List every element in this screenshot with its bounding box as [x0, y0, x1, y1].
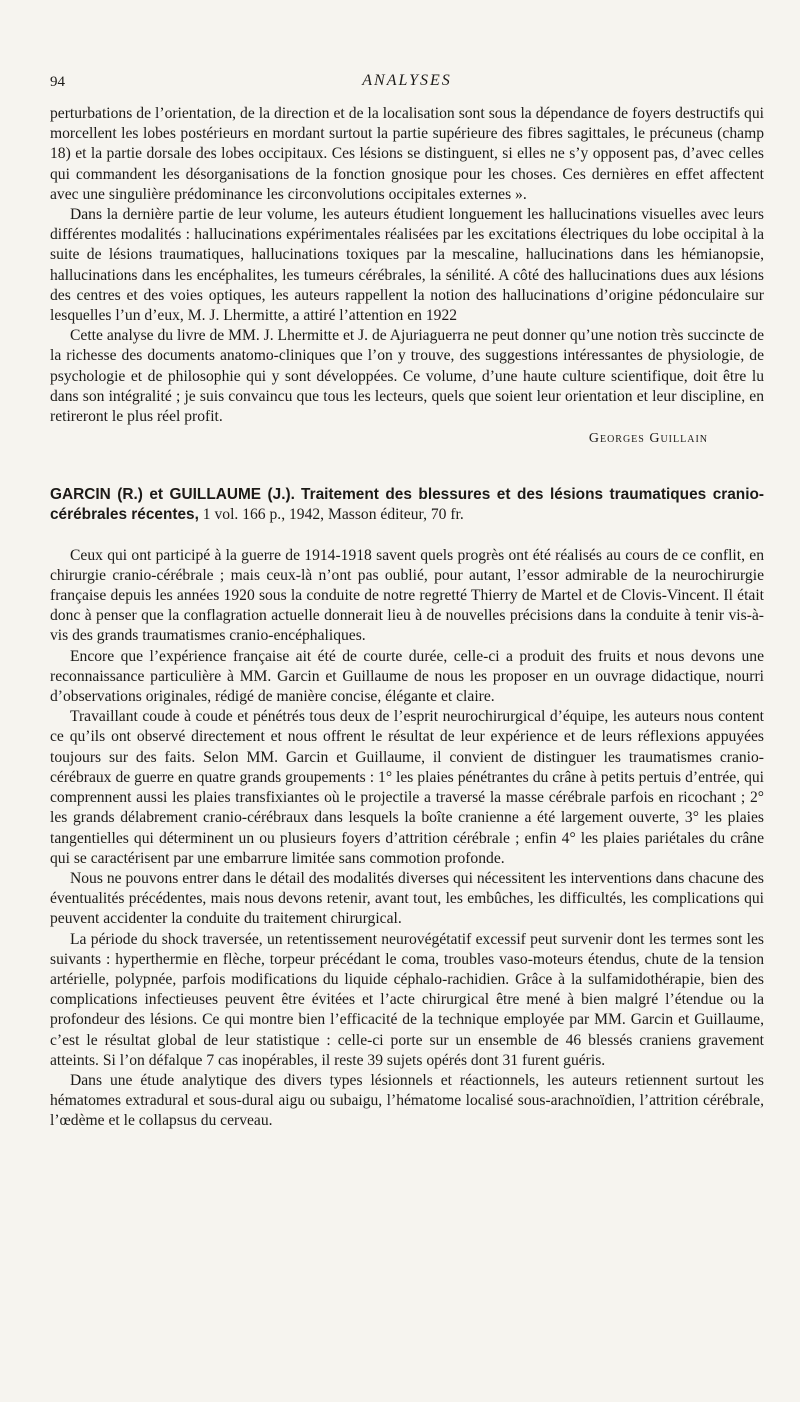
citation-details: 1 vol. 166 p., 1942, Masson éditeur, 70 fr.: [202, 506, 464, 524]
paragraph: perturbations de l’orientation, de la direction et de la localisation sont sous la dépendance de foyers destructifs qui morcellent les lobes postérieurs en mordant surtout la partie supérieure des fibres sagittales, le précuneus (champ 18) et la partie dorsale des lobes occipitaux. Ces lésions se distinguent, si elles ne s’y opposent pas, d’avec celles qui commandent les désorganisations de la fonction gnosique pour les choses. Ces dernières en effet affectent avec une singulière prédominance les circonvolutions occipitales externes ».: [50, 105, 764, 203]
running-head: [50, 70, 764, 104]
book-citation: [50, 485, 764, 525]
paragraph: Encore que l’expérience française ait été de courte durée, celle-ci a produit des fruits et nous devons une reconnaissance particulière à MM. Garcin et Guillaume de nous les proposer en un ouvrage didactique, nourri d’observations originales, rédigé de manière concise, élégante et claire.: [50, 647, 764, 706]
paragraph: Cette analyse du livre de MM. J. Lhermitte et J. de Ajuriaguerra ne peut donner qu’une notion très succincte de la richesse des documents anatomo-cliniques que l’on y trouve, des suggestions intéressantes de physiologie, de psychologie et de philosophie qui y sont développées. Ce volume, d’une haute culture scientifique, doit être lu dans son intégralité ; je suis convaincu que tous les lecteurs, quels que soient leur orientation et leur discipline, en retireront le plus réel profit.: [50, 327, 764, 426]
running-title: ANALYSES: [362, 72, 452, 89]
paragraph: Dans une étude analytique des divers types lésionnels et réactionnels, les auteurs retiennent surtout les hématomes extradural et sous-dural aigu ou subaigu, l’hématome localisé sous-arachnoïdien, l’attrition cérébrale, l’œdème et le collapsus du cerveau.: [50, 1071, 764, 1130]
paragraph: Ceux qui ont participé à la guerre de 1914-1918 savent quels progrès ont été réalisés au cours de ce conflit, en chirurgie cranio-cérébrale ; mais ceux-là n’ont pas oublié, pour autant, l’essor admirable de la neurochirurgie française depuis les années 1920 sous la conduite de notre regretté Thierry de Martel et de Clovis-Vincent. Il était donc à penser que la conflagration actuelle donnerait lieu à de nouvelles précisions dans la conduite à tenir vis-à-vis des grands traumatismes cranio-encéphaliques.: [50, 546, 764, 645]
paragraph: Travaillant coude à coude et pénétrés tous deux de l’esprit neurochirurgical d’équipe, les auteurs nous content ce qu’ils ont observé directement et nous offrent le résultat de leur expérience et de leurs réflexions appuyées toujours sur des faits. Selon MM. Garcin et Guillaume, il convient de distinguer les traumatismes cranio-cérébraux de guerre en quatre grands groupements : 1° les plaies pénétrantes du crâne à petits pertuis d’entrée, qui comprennent aussi les plaies transfixiantes où le projectile a traversé la masse cérébrale parfois en ricochant ; 2° les grands délabrement cranio-cérébraux dans lesquels la boîte cranienne a été largement ouverte, 3° les plaies tangentielles qui déterminent un ou plusieurs foyers d’attrition cérébrale ; enfin 4° les plaies pariétales du crâne qui se caractérisent par une embarrure limitée sans commotion profonde.: [50, 708, 764, 867]
review-garcin-guillaume: [50, 485, 764, 1131]
paragraph: Dans la dernière partie de leur volume, les auteurs étudient longuement les hallucinations visuelles avec leurs différentes modalités : hallucinations expérimentales réalisées par les excitations électriques du lobe occipital à la suite de lésions traumatiques, hallucinations toxiques par la mescaline, hallucinations dans les hémianopsie, hallucinations dans les encéphalites, les tumeurs cérébrales, la sénilité. A côté des hallucinations dues aux lésions des centres et des voies optiques, les auteurs rappellent la notion des hallucinations d’origine pédonculaire sur lesquelles l’un d’eux, M. J. Lhermitte, a attiré l’attention en 1922: [50, 206, 764, 325]
review-lhermitte-ajuriaguerra: [50, 104, 764, 447]
page-number: 94: [50, 74, 65, 90]
signature: Georges Guillain: [588, 431, 708, 447]
paragraph: La période du shock traversée, un retentissement neurovégétatif excessif peut survenir dont les termes sont les suivants : hyperthermie en flèche, torpeur précédant le coma, troubles vaso-moteurs étendus, chute de la tension artérielle, polypnée, parfois modifications du liquide céphalo-rachidien. Grâce à la sulfamidothérapie, bien des complications infectieuses peuvent être évitées et l’acte chirurgical être mené à bien malgré l’étendue ou la profondeur des lésions. Ce qui montre bien l’efficacité de la technique employée par MM. Garcin et Guillaume, c’est le résultat global de leur statistique : celle-ci porte sur un ensemble de 46 blessés craniens gravement atteints. Si l’on défalque 7 cas inopérables, il reste 39 sujets opérés dont 31 furent guéris.: [50, 930, 764, 1069]
paragraph: Nous ne pouvons entrer dans le détail des modalités diverses qui nécessitent les interventions dans chacune des éventualités précédentes, mais nous devons retenir, avant tout, les embûches, les difficultés, les complications qui peuvent accidenter la conduite du traitement chirurgical.: [50, 869, 764, 928]
citation-title: Traitement des blessures et des lésions traumatiques cranio-cérébrales récentes,: [50, 486, 765, 524]
citation-authors: GARCIN (R.) et GUILLAUME (J.).: [50, 486, 295, 504]
